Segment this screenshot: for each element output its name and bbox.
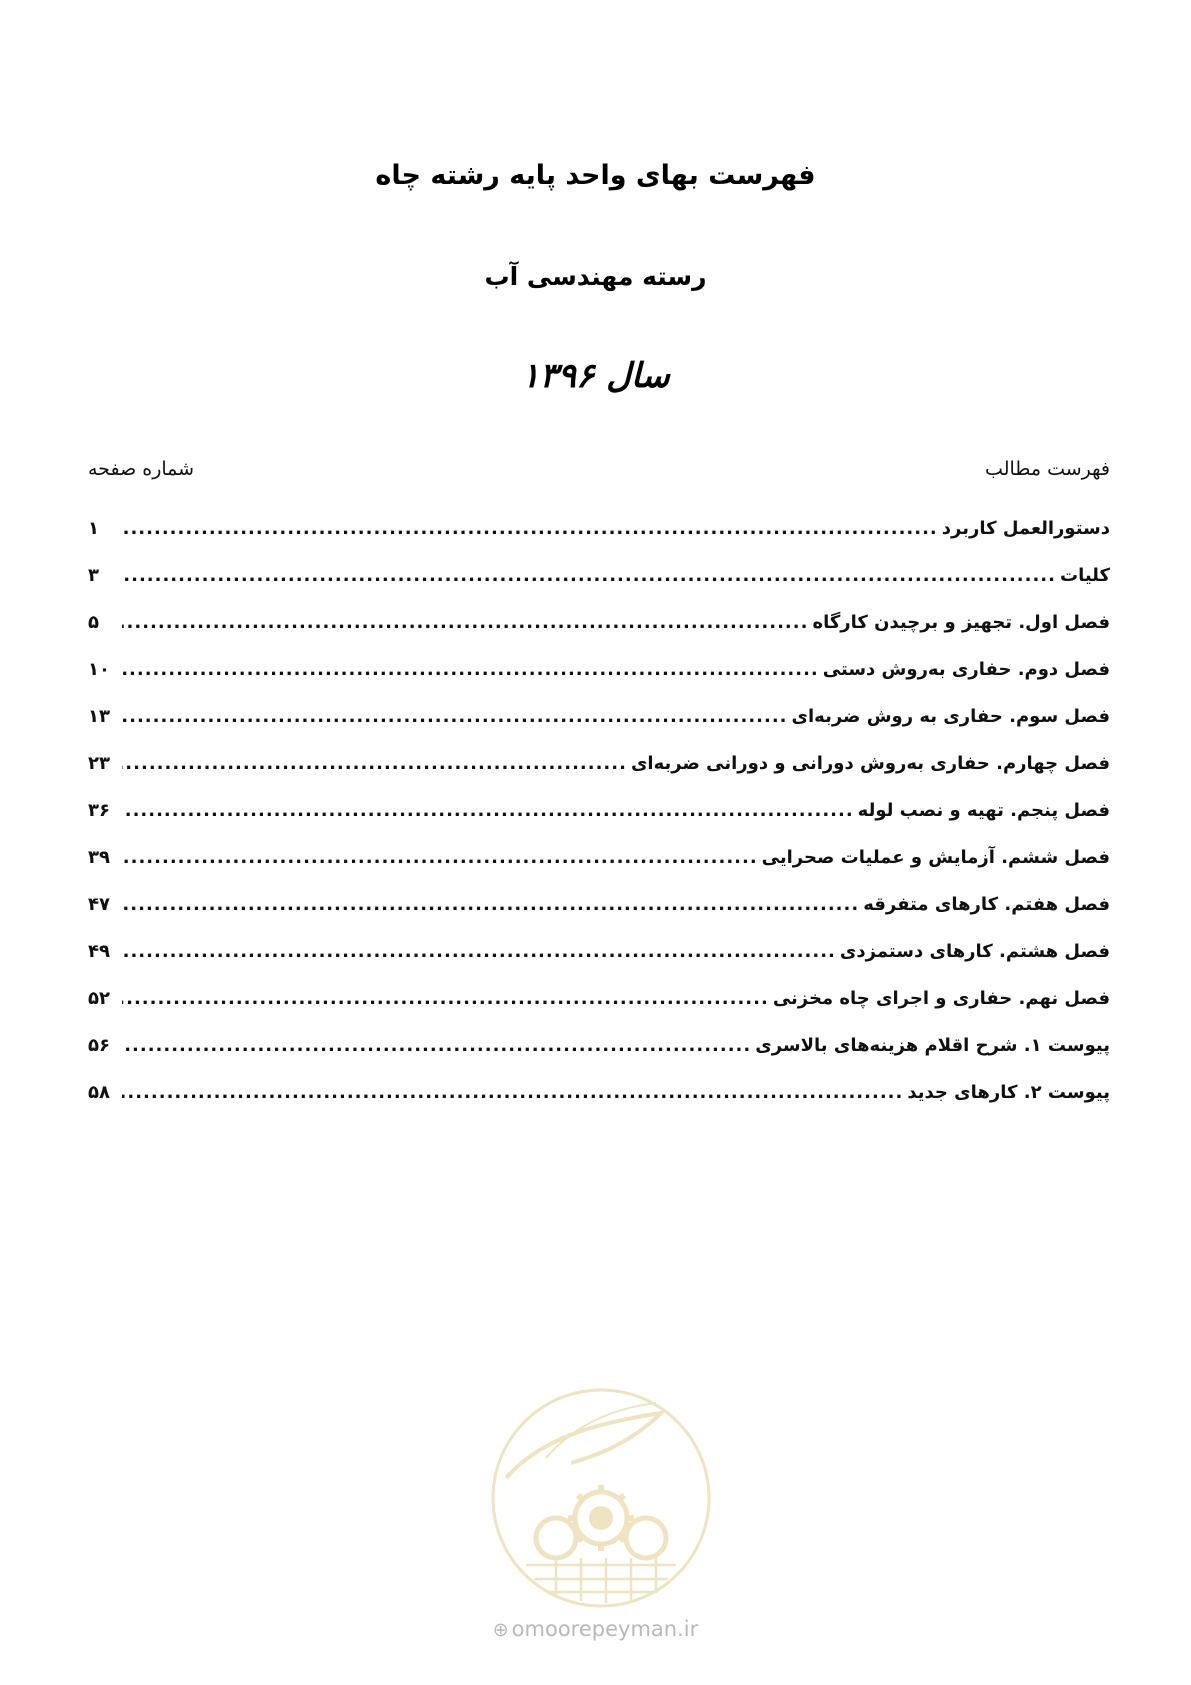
toc-entry[interactable] bbox=[88, 1082, 1110, 1129]
toc-entry-page: ۱۰ bbox=[88, 659, 110, 680]
toc-entry-label: فصل نهم. حفاری و اجرای چاه مخزنی bbox=[772, 988, 1110, 1009]
toc-entry-page: ۵ bbox=[88, 612, 99, 633]
watermark-site-text: omoorepeyman.ir bbox=[511, 1617, 699, 1641]
toc-entry[interactable] bbox=[88, 612, 1110, 659]
toc-entry-label: پیوست ۱. شرح اقلام هزینه‌های بالاسری bbox=[755, 1035, 1110, 1056]
document-subtitle: رسته مهندسی آب bbox=[484, 262, 707, 291]
toc-entry-page: ۵۸ bbox=[88, 1082, 110, 1103]
toc-entry-label: فصل ششم. آزمایش و عملیات صحرایی bbox=[761, 847, 1110, 868]
toc-entry-label: کلیات bbox=[1059, 565, 1110, 586]
dot-leader bbox=[122, 1082, 903, 1103]
toc-header bbox=[88, 458, 1110, 488]
toc-entry-label: فصل هفتم. کارهای متفرقه bbox=[863, 894, 1110, 915]
toc-entry[interactable] bbox=[88, 706, 1110, 753]
toc-entry-label: فصل هشتم. کارهای دستمزدی bbox=[839, 941, 1110, 962]
toc-entry[interactable] bbox=[88, 659, 1110, 706]
toc-entry-page: ۳ bbox=[88, 565, 99, 586]
toc-header-page-number: شماره صفحه bbox=[88, 458, 195, 480]
dot-leader bbox=[122, 518, 938, 539]
toc-entry-page: ۱ bbox=[88, 518, 99, 539]
watermark-logo-icon bbox=[486, 1383, 716, 1613]
toc-entry[interactable] bbox=[88, 1035, 1110, 1082]
toc-entry[interactable] bbox=[88, 753, 1110, 800]
toc-entry[interactable] bbox=[88, 518, 1110, 565]
document-title: فهرست بهای واحد پایه رشته چاه bbox=[375, 160, 816, 191]
toc-entry-page: ۳۹ bbox=[88, 847, 110, 868]
dot-leader bbox=[122, 612, 808, 633]
toc-header-contents: فهرست مطالب bbox=[985, 458, 1110, 480]
toc-entry[interactable] bbox=[88, 565, 1110, 612]
toc-entry-page: ۵۲ bbox=[88, 988, 110, 1009]
dot-leader bbox=[122, 706, 788, 727]
toc-entry[interactable] bbox=[88, 941, 1110, 988]
toc-entry-label: پیوست ۲. کارهای جدید bbox=[907, 1082, 1110, 1103]
toc-entry-label: دستورالعمل کاربرد bbox=[941, 518, 1110, 539]
toc-entry[interactable] bbox=[88, 988, 1110, 1035]
dot-leader bbox=[122, 988, 769, 1009]
toc-entry[interactable] bbox=[88, 800, 1110, 847]
table-of-contents bbox=[88, 518, 1110, 1129]
dot-leader bbox=[122, 941, 836, 962]
toc-entry-page: ۴۷ bbox=[88, 894, 110, 915]
toc-entry-label: فصل سوم. حفاری به روش ضربه‌ای bbox=[791, 706, 1110, 727]
watermark-site bbox=[0, 1617, 1191, 1641]
dot-leader bbox=[122, 847, 758, 868]
dot-leader bbox=[122, 800, 854, 821]
document-year: سال ۱۳۹۶ bbox=[521, 356, 670, 396]
dot-leader bbox=[122, 1035, 751, 1056]
toc-entry[interactable] bbox=[88, 847, 1110, 894]
toc-entry-label: فصل دوم. حفاری به‌روش دستی bbox=[822, 659, 1110, 680]
globe-icon: ⊕ bbox=[492, 1619, 509, 1641]
toc-entry-label: فصل چهارم. حفاری به‌روش دورانی و دورانی ضربه‌ای bbox=[630, 753, 1110, 774]
dot-leader bbox=[122, 659, 819, 680]
toc-entry-page: ۵۶ bbox=[88, 1035, 110, 1056]
toc-entry-page: ۳۶ bbox=[88, 800, 110, 821]
toc-entry-page: ۱۳ bbox=[88, 706, 110, 727]
dot-leader bbox=[122, 565, 1056, 586]
toc-entry-page: ۴۹ bbox=[88, 941, 110, 962]
dot-leader bbox=[122, 894, 859, 915]
toc-entry[interactable] bbox=[88, 894, 1110, 941]
toc-entry-page: ۲۳ bbox=[88, 753, 110, 774]
toc-entry-label: فصل پنجم. تهیه و نصب لوله bbox=[857, 800, 1110, 821]
dot-leader bbox=[122, 753, 627, 774]
toc-entry-label: فصل اول. تجهیز و برچیدن کارگاه bbox=[812, 612, 1110, 633]
